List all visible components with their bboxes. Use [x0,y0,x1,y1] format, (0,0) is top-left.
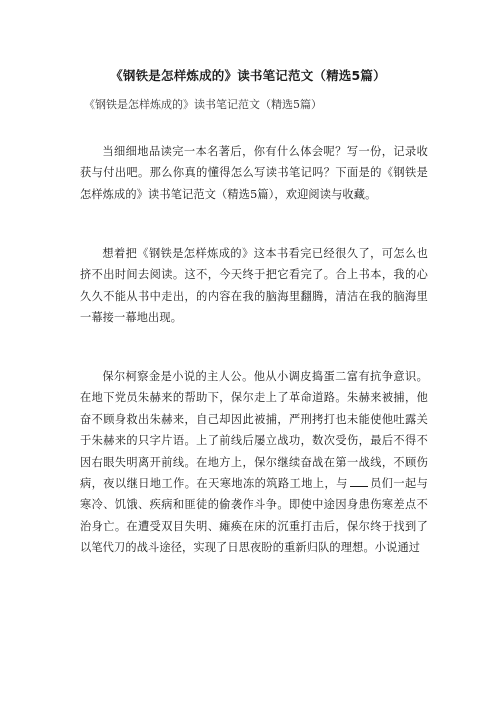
paragraph-summary-text-b: 员们一起与寒冷、饥饿、疾病和匪徒的偷袭作斗争。即使中途因身患伤寒差点不治身亡。在遭受双目失明、瘫痪在床的沉重打击后，保尔终于找到了以笔代刀的战斗途径，实现了日思夜盼的重新归队的理想。小说通过 [80,477,428,555]
paragraph-summary-text-a: 保尔柯察金是小说的主人公。他从小调皮捣蛋二富有抗争意识。在地下党员朱赫来的帮助下，保尔走上了革命道路。朱赫来被捕，他奋不顾身救出朱赫来，自己却因此被捕，严刑拷打也未能使他吐露关于朱赫来的只字片语。上了前线后屡立战功，数次受伤，最后不得不因右眼失明离开前线。在地方上，保尔继续奋战在第一战线，不顾伤病，夜以继日地工作。在天寒地冻的筑路工地上，与 [80,370,428,491]
document-title: 《钢铁是怎样炼成的》读书笔记范文（精选5篇） [110,68,386,83]
paragraph-reading: 想着把《钢铁是怎样炼成的》这本书看完已经很久了，可怎么也挤不出时间去阅读。这不，今天终于把它看完了。合上书本，我的心久久不能从书中走出，的内容在我的脑海里翻腾，清洁在我的脑海里一幕接一幕地出现。 [80,247,428,325]
document-subtitle: 《钢铁是怎样炼成的》读书笔记范文（精选5篇） [84,98,322,111]
paragraph-summary [80,366,428,559]
fill-in-blank [350,477,368,487]
paragraph-intro: 当细细地品读完一本名著后，你有什么体会呢？写一份，记录收获与付出吧。那么你真的懂得怎么写读书笔记吗？下面是的《钢铁是怎样炼成的》读书笔记范文（精选5篇），欢迎阅读与收藏。 [80,145,428,201]
